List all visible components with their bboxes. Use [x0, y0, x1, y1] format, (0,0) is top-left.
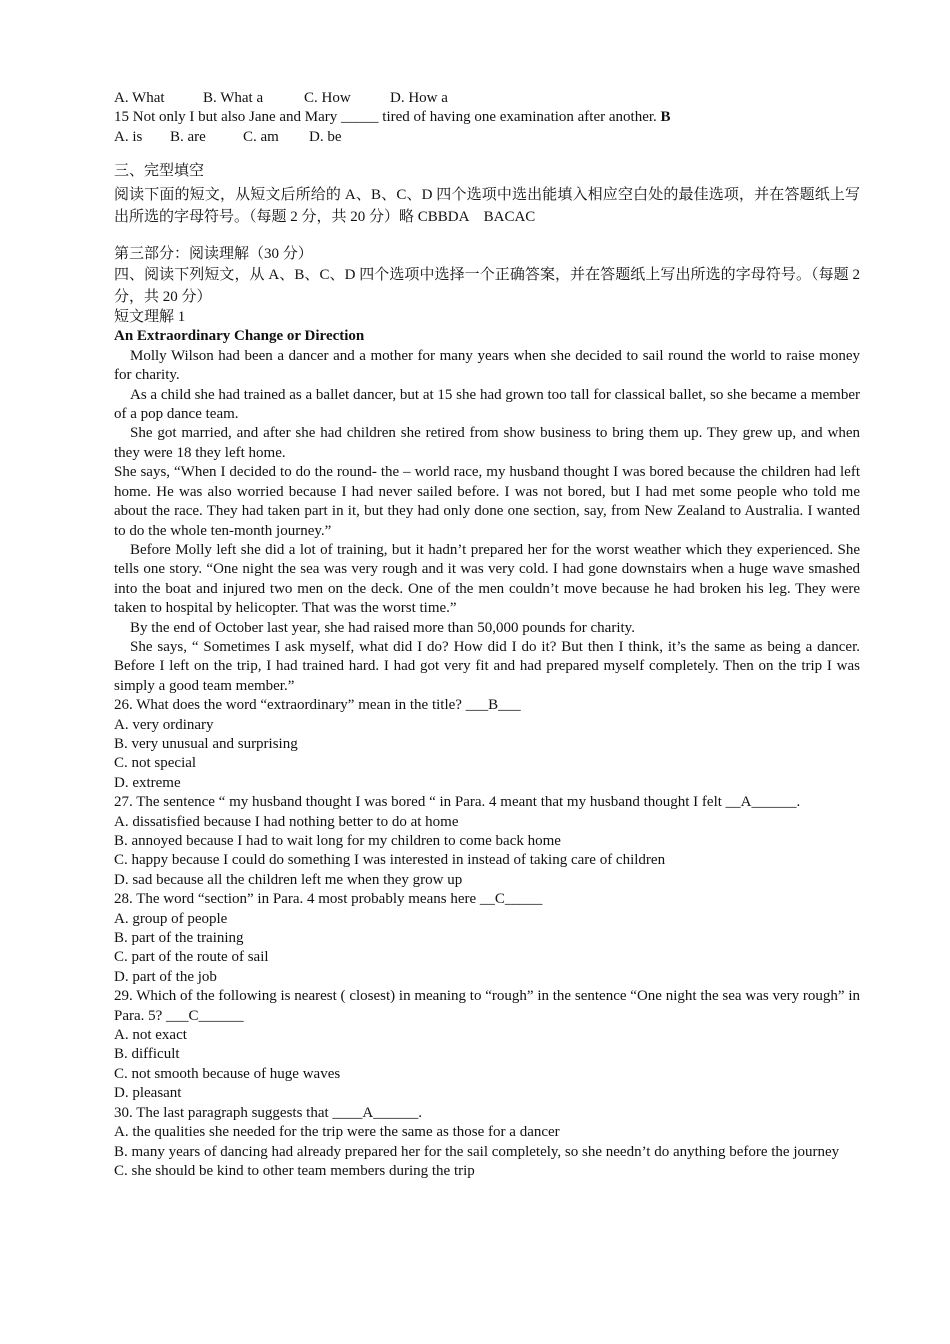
option: D. be	[309, 128, 342, 145]
option: D. sad because all the children left me when they grow up	[114, 871, 463, 888]
option: A. What	[114, 90, 165, 106]
option: C. part of the route of sail	[114, 949, 269, 966]
option: D. extreme	[114, 774, 181, 791]
option: D. pleasant	[114, 1085, 182, 1102]
question-15	[114, 108, 860, 127]
question-27	[114, 793, 860, 890]
option: C. not special	[114, 755, 197, 772]
option: A. not exact	[114, 1027, 187, 1044]
option: C. not smooth because of huge waves	[114, 1065, 341, 1082]
document-page	[114, 89, 860, 1181]
option: B. part of the training	[114, 930, 244, 947]
option: B. difficult	[114, 1046, 180, 1063]
option: D. How a	[390, 90, 448, 106]
question-28	[114, 890, 860, 987]
question-26	[114, 696, 860, 793]
option: A. is	[114, 128, 143, 145]
part-heading: 第三部分：阅读理解（30 分）	[114, 245, 313, 262]
question-30	[114, 1104, 860, 1182]
option: D. part of the job	[114, 968, 217, 985]
passage-label: 短文理解 1	[114, 309, 186, 326]
option: A. very ordinary	[114, 716, 214, 733]
article-paragraph: She says, “ Sometimes I ask myself, what did I do? How did I do it? But then I think, it’s the same as being a dancer. Before I left on the trip, I had trained hard. I had got very fit and had prepared myself completely. Then on the trip I was simply a good team member.”	[114, 638, 860, 694]
option: A. dissatisfied because I had nothing better to do at home	[114, 813, 459, 830]
section-instructions: 阅读下面的短文，从短文后所给的 A、B、C、D 四个选项中选出能填入相应空白处的最佳选项，并在答题纸上写出所选的字母符号。（每题 2 分，共 20 分）略 CBBDA BACAC	[114, 186, 860, 225]
question-stem: 26. What does the word “extraordinary” mean in the title? ___B___	[114, 697, 521, 714]
option: C. happy because I could do something I was interested in instead of taking care of children	[114, 852, 666, 869]
question-29	[114, 987, 860, 1103]
answer-key: B	[660, 109, 671, 126]
option: B. very unusual and surprising	[114, 735, 298, 752]
option: C. am	[243, 128, 279, 145]
article-paragraph: As a child she had trained as a ballet dancer, but at 15 she had grown too tall for classical ballet, so she became a member of a pop dance team.	[114, 386, 860, 423]
article-paragraph: She says, “When I decided to do the round- the – world race, my husband thought I was bored because the children had left home. He was also worried because I had never sailed before. I was not bored, but I had met some people who told me about the race. They had taken part in it, but they had only done one section, say, from New Zealand to Australia. I wanted to do the whole ten-month journey.”	[114, 464, 860, 539]
option: A. the qualities she needed for the trip were the same as those for a dancer	[114, 1124, 560, 1141]
part-instructions: 四、阅读下列短文，从 A、B、C、D 四个选项中选择一个正确答案，并在答题纸上写出所选的字母符号。（每题 2 分，共 20 分）	[114, 267, 860, 306]
question-stem: 30. The last paragraph suggests that ____A______.	[114, 1104, 423, 1121]
option: C. she should be kind to other team members during the trip	[114, 1162, 475, 1179]
option: B. many years of dancing had already prepared her for the sail completely, so she needn’t do anything before the journey	[114, 1143, 840, 1160]
question-stem: 28. The word “section” in Para. 4 most probably means here __C_____	[114, 891, 543, 908]
option: C. How	[304, 90, 351, 106]
question-stem: 15 Not only I but also Jane and Mary _____ tired of having one examination after another.	[114, 109, 657, 126]
question-stem: 29. Which of the following is nearest ( closest) in meaning to “rough” in the sentence “One night the sea was very rough” in Para. 5? ___C______	[114, 988, 860, 1024]
question-stem: 27. The sentence “ my husband thought I was bored “ in Para. 4 meant that my husband thought I felt __A______.	[114, 794, 801, 811]
article-title: An Extraordinary Change or Direction	[114, 328, 365, 345]
section-heading: 三、完型填空	[114, 163, 205, 180]
q14-options	[114, 89, 860, 108]
article-paragraph: Before Molly left she did a lot of training, but it hadn’t prepared her for the worst weather which they experienced. She tells one story. “One night the sea was very rough and it was very cold. I had gone downstairs when a huge wave smashed into the boat and injured two men on the deck. One of the men couldn’t move because he had broken his leg. They were taken to hospital by helicopter. That was the worst time.”	[114, 541, 860, 617]
option: B. are	[170, 128, 206, 145]
q15-options	[114, 128, 860, 147]
option: B. What a	[203, 90, 264, 106]
option: B. annoyed because I had to wait long for my children to come back home	[114, 833, 561, 849]
article-paragraph: She got married, and after she had children she retired from show business to bring them up. They grew up, and when they were 18 they left home.	[114, 425, 860, 461]
article-paragraph: By the end of October last year, she had raised more than 50,000 pounds for charity.	[130, 619, 635, 636]
option: A. group of people	[114, 910, 228, 927]
article-paragraph: Molly Wilson had been a dancer and a mother for many years when she decided to sail round the world to raise money for charity.	[114, 347, 860, 384]
